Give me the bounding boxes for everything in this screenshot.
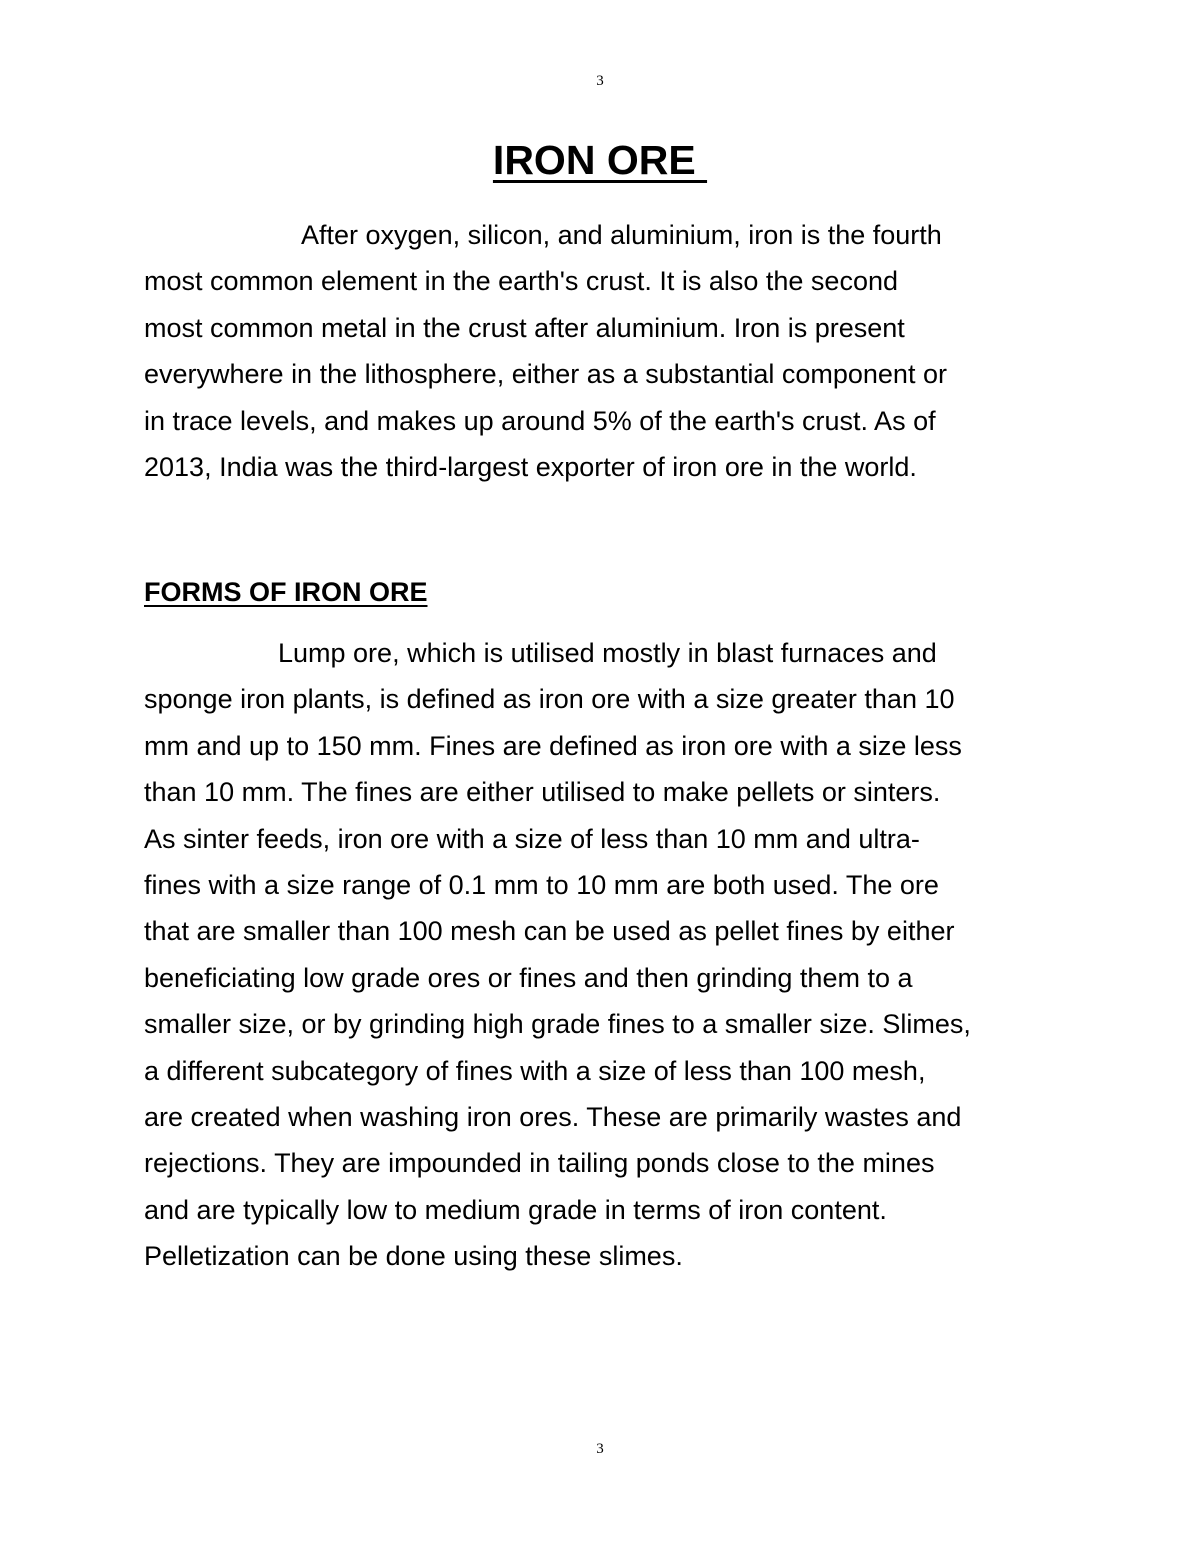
section-line: Lump ore, which is utilised mostly in blast furnaces and	[278, 638, 937, 668]
page-number-top: 3	[596, 73, 604, 89]
section-line: smaller size, or by grinding high grade fines to a smaller size. Slimes,	[144, 1009, 971, 1040]
section-line: beneficiating low grade ores or fines and then grinding them to a	[144, 962, 913, 993]
section-line: rejections. They are impounded in tailing ponds close to the mines	[144, 1148, 935, 1179]
intro-line: After oxygen, silicon, and aluminium, iron is the fourth	[301, 220, 942, 250]
page-title-text: IRON ORE	[492, 137, 708, 183]
intro-line: everywhere in the lithosphere, either as a substantial component or	[144, 359, 947, 390]
section-line: Pelletization can be done using these slimes.	[144, 1241, 683, 1272]
section-paragraph	[144, 630, 1119, 1280]
section-line: are created when washing iron ores. These are primarily wastes and	[144, 1102, 962, 1133]
section-line: As sinter feeds, iron ore with a size of less than 10 mm and ultra-	[144, 823, 920, 854]
section-line: and are typically low to medium grade in terms of iron content.	[144, 1194, 887, 1225]
intro-line: most common element in the earth's crust. It is also the second	[144, 266, 898, 297]
section-line: that are smaller than 100 mesh can be used as pellet fines by either	[144, 916, 955, 947]
section-line: mm and up to 150 mm. Fines are defined as iron ore with a size less	[144, 730, 962, 761]
intro-line: 2013, India was the third-largest exporter of iron ore in the world.	[144, 452, 917, 483]
intro-paragraph	[144, 212, 1119, 490]
page-number-bottom: 3	[596, 1441, 604, 1457]
section-line: fines with a size range of 0.1 mm to 10 mm are both used. The ore	[144, 870, 939, 901]
section-line: a different subcategory of fines with a size of less than 100 mesh,	[144, 1055, 926, 1086]
section-heading: FORMS OF IRON ORE	[144, 577, 428, 607]
intro-line: in trace levels, and makes up around 5% of the earth's crust. As of	[144, 405, 936, 436]
section-line: sponge iron plants, is defined as iron ore with a size greater than 10	[144, 684, 955, 715]
intro-line: most common metal in the crust after aluminium. Iron is present	[144, 312, 905, 343]
section-line: than 10 mm. The fines are either utilised to make pellets or sinters.	[144, 777, 941, 808]
page-title	[0, 130, 1200, 190]
